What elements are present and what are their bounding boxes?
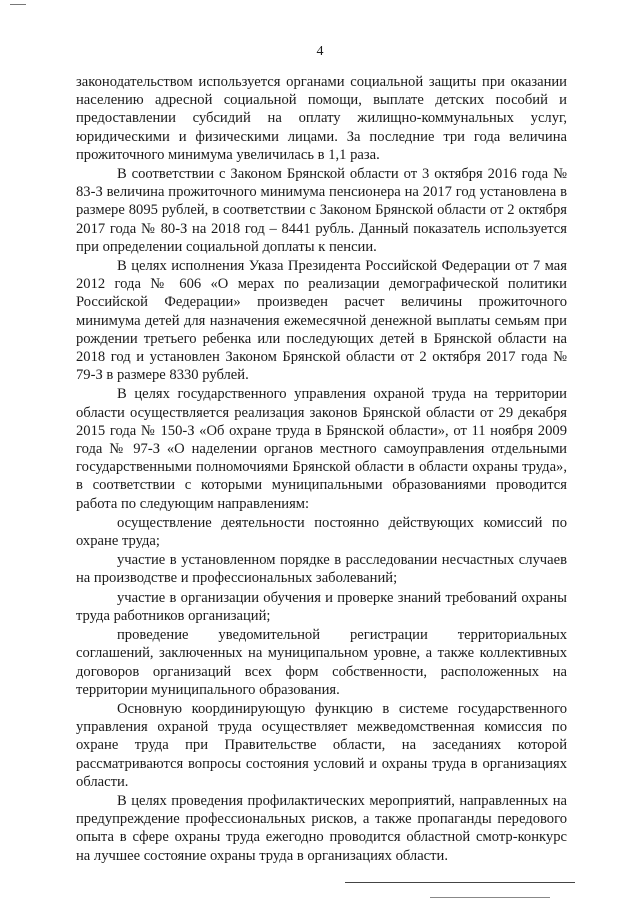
- paragraph-pensioner-minimum: В соответствии с Законом Брянской области от 3 октября 2016 года № 83-З величина прожиточного минимума пенсионера на 2017 год установлена в размере 8095 рублей, в соответствии с Законом Брянской области от 2 октября 2017 года № 80-З на 2018 год – 8441 рубль. Данный показатель используется при определении социальной доплаты к пенсии.: [76, 166, 567, 255]
- paragraph-subsistence-minimum-intro: законодательством используется органами социальной защиты при оказании населению адресной социальной помощи, выплате детских пособий и предоставлении субсидий на оплату жилищно-коммунальных услуг, юридическими и физическими лицами. За последние три года величина прожиточного минимума увеличилась в 1,1 раза.: [76, 74, 567, 163]
- footer-rule: [345, 882, 575, 883]
- paragraph-interagency-commission: Основную координирующую функцию в системе государственного управления охраной труда осуществляет межведомственная комиссия по охране труда при Правительстве области, на заседаниях которой рассматриваются вопросы состояния условий и охраны труда в организациях области.: [76, 700, 567, 790]
- page-number: 4: [316, 44, 324, 59]
- paragraph-review-competition: В целях проведения профилактических мероприятий, направленных на предупреждение профессиональных рисков, а также пропаганды передового опыта в сфере охраны труда ежегодно проводится областной смотр-конкурс на лучшее состояние охраны труда в организациях области.: [76, 792, 567, 864]
- list-item-agreements-registration: проведение уведомительной регистрации территориальных соглашений, заключенных на муниципальном уровне, а также коллективных договоров организаций всех форм собственности, расположенных на территории муниципального образования.: [76, 627, 567, 698]
- list-item-commissions: осуществление деятельности постоянно действующих комиссий по охране труда;: [76, 514, 567, 550]
- document-body: [76, 73, 567, 865]
- scan-corner-mark: [10, 4, 26, 5]
- paragraph-child-minimum: В целях исполнения Указа Президента Российской Федерации от 7 мая 2012 года № 606 «О мерах по реализации демографической политики Российской Федерации» произведен расчет величины прожиточного минимума детей для назначения ежемесячной денежной выплаты семьям при рождении третьего ребенка или последующих детей в Брянской области на 2018 год и установлен Законом Брянской области от 2 октября 2017 года № 79-З в размере 8330 рублей.: [76, 258, 567, 384]
- footer-rule-secondary: [430, 897, 550, 898]
- list-item-training: участие в организации обучения и проверке знаний требований охраны труда работников организаций;: [76, 589, 567, 624]
- list-item-accident-investigation: участие в установленном порядке в расследовании несчастных случаев на производстве и профессиональных заболеваний;: [76, 552, 567, 587]
- paragraph-labor-protection-laws: В целях государственного управления охраной труда на территории области осуществляется реализация законов Брянской области от 29 декабря 2015 года № 150-З «Об охране труда в Брянской области», от 11 ноября 2009 года № 97-З «О наделении органов местного самоуправления отдельными государственными полномочиями Брянской области в области охраны труда», в соответствии с которыми муниципальными образованиями проводится работа по следующим направлениям:: [76, 386, 567, 512]
